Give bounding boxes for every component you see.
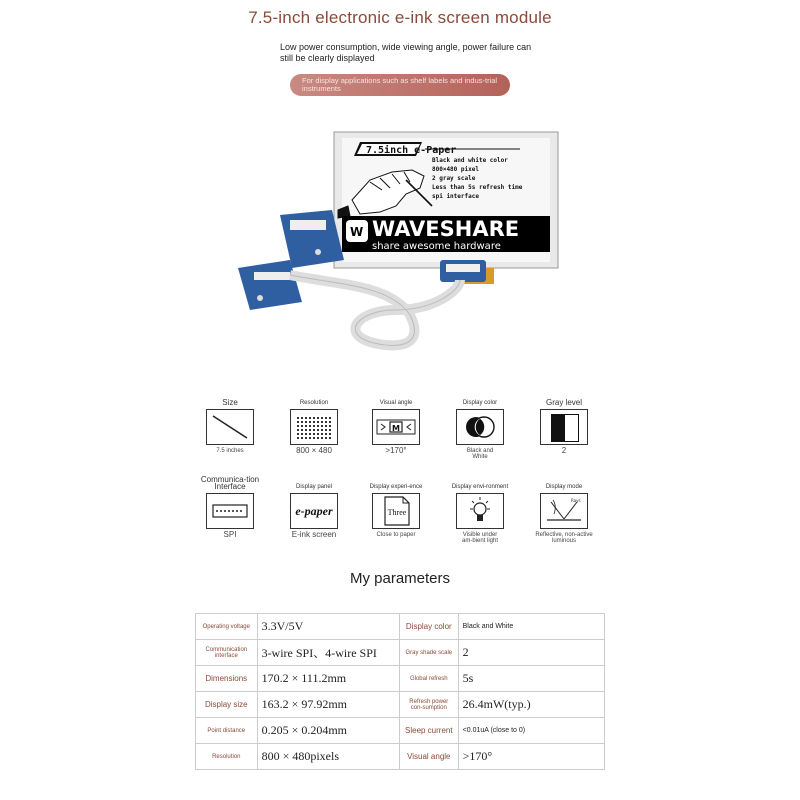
epaper-text-icon: e-paper: [290, 493, 338, 529]
table-row: Operating voltage 3.3V/5V Display color Black and White: [196, 614, 605, 640]
size-diagonal-icon: [206, 409, 254, 445]
feature-display-mode: Display mode Rays Reflective, non-active luminous: [535, 484, 593, 544]
screen-spec-2: 800×480 pixel: [432, 166, 479, 173]
feature-display-environment: Display envi-ronment Visible under am-bient light: [451, 484, 509, 544]
driver-board-icon: [238, 210, 344, 310]
feature-display-experience: Display experi-ence Three Close to paper: [369, 484, 423, 538]
table-row: Communication interface 3-wire SPI、4-wire SPI Gray shade scale 2: [196, 640, 605, 666]
params-title: My parameters: [349, 570, 451, 587]
application-banner: For display applications such as shelf labels and indus-trial instruments: [290, 74, 510, 96]
feature-gray-level: Gray level 2: [529, 392, 599, 454]
logo-icon: W: [350, 225, 364, 239]
pixel-grid-icon: [290, 409, 338, 445]
spi-connector-icon: [206, 493, 254, 529]
fpc-adapter-icon: [440, 260, 486, 282]
screen-spec-4: Less than 5s refresh time: [432, 184, 523, 191]
svg-text:Rays: Rays: [571, 498, 581, 503]
ribbon-cable: [290, 275, 460, 345]
svg-text:Three: Three: [387, 508, 407, 517]
table-row: Resolution 800 × 480pixels Visual angle >170°: [196, 744, 605, 770]
feature-display-color: Display color Black and White: [445, 392, 515, 460]
table-row: Point distance 0.205 × 0.204mm Sleep current <0.01uA (close to 0): [196, 718, 605, 744]
feature-size: Size 7.5 inches: [195, 392, 265, 454]
color-circles-icon: [456, 409, 504, 445]
params-table: [195, 613, 605, 770]
feature-interface: Communica-tion Interface SPI: [200, 475, 260, 539]
screen-spec-3: 2 gray scale: [432, 175, 476, 182]
page-title: 7.5-inch electronic e-ink screen module: [248, 8, 552, 27]
gray-level-icon: [540, 409, 588, 445]
table-row: Display size 163.2 × 97.92mm Refresh power con-sumption 26.4mW(typ.): [196, 692, 605, 718]
brand-name: WAVESHARE: [372, 217, 520, 241]
screen-title: 7.5inch e-Paper: [366, 145, 457, 156]
paper-sheet-icon: [372, 493, 420, 529]
reflection-icon: [540, 493, 588, 529]
product-photo: [220, 110, 580, 370]
viewing-angle-icon: [372, 409, 420, 445]
table-row: Dimensions 170.2 × 111.2mm Global refresh 5s: [196, 666, 605, 692]
feature-resolution: Resolution 800 × 480: [279, 392, 349, 454]
screen-spec-1: Black and white color: [432, 157, 508, 164]
svg-text:M: M: [392, 424, 400, 433]
feature-display-panel: Display panel e-paper E-ink screen: [291, 484, 337, 539]
feature-visual-angle: Visual angle M >170°: [361, 392, 431, 454]
page-subtitle: Low power consumption, wide viewing angle, power failure can still be clearly displayed: [280, 42, 532, 63]
brand-tagline: share awesome hardware: [372, 241, 501, 252]
light-bulb-icon: [456, 493, 504, 529]
screen-spec-5: spi interface: [432, 193, 479, 200]
